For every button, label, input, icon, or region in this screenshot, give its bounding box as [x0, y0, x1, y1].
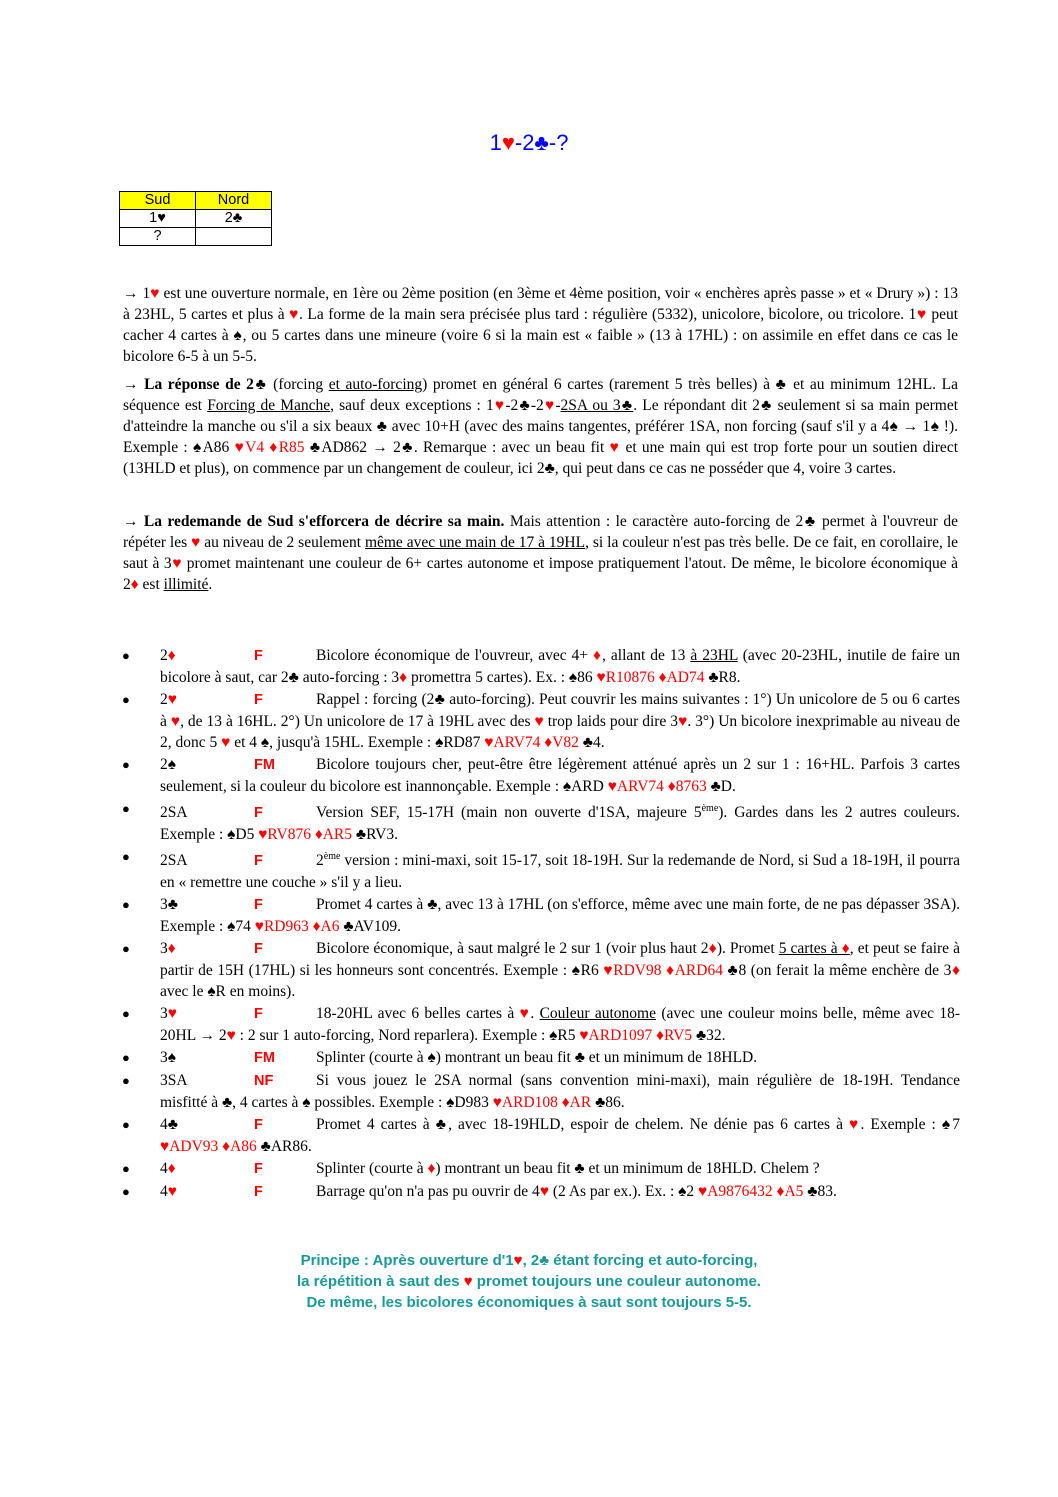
page-title: 1♥-2♣-? — [489, 130, 569, 155]
heart-icon: ♥ — [501, 130, 515, 155]
intro-paragraph-2: → La réponse de 2♣ (forcing et auto-forcing) promet en général 6 cartes (rarement 5 très belles) à ♣ et au minimum 12HL. La séquence est Forcing de Manche, sauf deux exceptions : 1♥-2♣-2♥-2SA ou 3♣. Le répondant dit 2♣ seulement si sa main permet d'atteindre la manche ou s'il a six beaux ♣ avec 10+H (avec des mains tangentes, préférer 1SA, non forcing (sauf s'il y a 4♠ → 1♠ !). Exemple : ♠A86 ♥V4 ♦R85 ♣AD862 → 2♣. Remarque : avec un beau fit ♥ et une main qui est trop forte pour un soutien direct (13HLD et plus), on commence par un changement de couleur, ici 2♣, qui peut dans ce cas ne posséder que 4, voire 3 cartes. — [123, 376, 959, 477]
bullet-icon: ● — [122, 1117, 130, 1133]
bullet-icon: ● — [122, 1184, 130, 1200]
auction-table — [119, 191, 272, 246]
list-item: ● 2SA F 2ème version : mini-maxi, soit 15-17, soit 18-19H. Sur la redemande de Nord, si Sud a 18-19H, il pourra en « remettre une couche » s'il y a lieu. — [120, 846, 960, 893]
bullet-icon: ● — [122, 1006, 130, 1022]
bullet-icon: ● — [122, 1073, 130, 1089]
bullet-icon: ● — [122, 801, 130, 816]
list-item: ● 3♠ FM Splinter (courte à ♠) montrant un beau fit ♣ et un minimum de 18HLD. — [120, 1047, 960, 1069]
principle-line-2: la répétition à saut des ♥ promet toujours une couleur autonome. — [297, 1273, 761, 1290]
principle-line-1: Principe : Après ouverture d'1♥, 2♣ étant forcing et auto-forcing, — [300, 1252, 758, 1269]
list-item: ● 3♥ F 18-20HL avec 6 belles cartes à ♥. Couleur autonome (avec une couleur moins belle, même avec 18-20HL → 2♥ : 2 sur 1 auto-forcing, Nord reparlera). Exemple : ♠R5 ♥ARD1097 ♦RV5 ♣32. — [122, 1005, 961, 1045]
list-item: ● 2♠ FM Bicolore toujours cher, peut-être être légèrement atténué après un 2 sur 1 : 16+HL. Parfois 3 cartes seulement, si la couleur du bicolore est inannonçable. Exemple : ♠ARD ♥ARV74 ♦8763 ♣D. — [122, 756, 960, 795]
list-item: ● 3SA NF Si vous jouez le 2SA normal (sans convention mini-maxi), main régulière de 18-19H. Tendance misfitté à ♣, 4 cartes à ♠ possibles. Exemple : ♠D983 ♥ARD108 ♦AR ♣86. — [122, 1072, 960, 1112]
principle-box — [0, 1250, 1058, 1313]
cell-sud-1: 1♥ — [120, 210, 196, 228]
bullet-icon: ● — [122, 757, 130, 772]
cell-nord-2 — [196, 228, 272, 246]
bid-list — [120, 645, 960, 1204]
list-item: ● 3♣ F Promet 4 cartes à ♣, avec 13 à 17HL (on s'efforce, même avec une main forte, de ne pas dépasser 3SA). Exemple : ♠74 ♥RD963 ♦A6 ♣AV109. — [122, 896, 960, 936]
bullet-icon: ● — [122, 692, 130, 707]
list-item: ● 4♣ F Promet 4 cartes à ♣, avec 18-19HLD, espoir de chelem. Ne dénie pas 6 cartes à ♥. Exemple : ♠7 ♥ADV93 ♦A86 ♣AR86. — [122, 1116, 961, 1156]
header-nord: Nord — [196, 192, 272, 210]
list-item: ● 4♦ F Splinter (courte à ♦) montrant un beau fit ♣ et un minimum de 18HLD. Chelem ? — [120, 1158, 960, 1180]
list-item: ● 3♦ F Bicolore économique, à saut malgré le 2 sur 1 (voir plus haut 2♦). Promet 5 cartes à ♦, et peut se faire à partir de 15H (17HL) si les honneurs sont concentrés. Exemple : ♠R6 ♥RDV98 ♦ARD64 ♣8 (on ferait la même enchère de 3♦ avec le ♠R en moins). — [122, 940, 960, 1001]
list-item: ● 4♥ F Barrage qu'on n'a pas pu ouvrir de 4♥ (2 As par ex.). Ex. : ♠2 ♥A9876432 ♦A5 ♣83. — [120, 1181, 960, 1203]
bullet-icon: ● — [122, 941, 130, 957]
list-item: ● 2♦ F Bicolore économique de l'ouvreur, avec 4+ ♦, allant de 13 à 23HL (avec 20-23HL, inutile de faire un bicolore à saut, car 2♣ auto-forcing : 3♦ promettra 5 cartes). Ex. : ♠86 ♥R10876 ♦AD74 ♣R8. — [122, 647, 960, 686]
header-sud: Sud — [120, 192, 196, 210]
cell-nord-1: 2♣ — [196, 210, 272, 228]
bullet-icon: ● — [122, 1161, 130, 1177]
intro-paragraph-1: → 1♥ est une ouverture normale, en 1ère ou 2ème position (en 3ème et 4ème position, voir « enchères après passe » et « Drury ») : 13 à 23HL, 5 cartes et plus à ♥. La forme de la main sera précisée plus tard : régulière (5332), unicolore, bicolore, ou tricolore. 1♥ peut cacher 4 cartes à ♠, ou 5 cartes dans une mineure (voire 6 si la main est « faible » (13 à 17HL) : on assimile en effet dans ce cas le bicolore 6-5 à un 5-5. — [123, 285, 959, 365]
list-item: ● 2SA F Version SEF, 15-17H (main non ouverte d'1SA, majeure 5ème). Gardes dans les 2 autres couleurs. Exemple : ♠D5 ♥RV876 ♦AR5 ♣RV3. — [120, 798, 960, 845]
bullet-icon: ● — [122, 849, 130, 865]
bullet-icon: ● — [122, 648, 130, 663]
cell-sud-2: ? — [120, 228, 196, 246]
bullet-icon: ● — [122, 897, 130, 913]
principle-line-3: De même, les bicolores économiques à saut sont toujours 5-5. — [306, 1294, 752, 1311]
bullet-icon: ● — [122, 1050, 130, 1066]
intro-paragraph-3: → La redemande de Sud s'efforcera de décrire sa main. Mais attention : le caractère auto-forcing de 2♣ permet à l'ouvreur de répéter les ♥ au niveau de 2 seulement même avec une main de 17 à 19HL, si la couleur n'est pas très belle. De ce fait, en corollaire, le saut à 3♥ promet maintenant une couleur de 6+ cartes autonome et impose pratiquement l'atout. De même, le bicolore économique à 2♦ est illimité. — [123, 513, 959, 593]
list-item: ● 2♥ F Rappel : forcing (2♣ auto-forcing). Peut couvrir les mains suivantes : 1°) Un unicolore de 5 ou 6 cartes à ♥, de 13 à 16HL. 2°) Un unicolore de 17 à 19HL avec des ♥ trop laids pour dire 3♥. 3°) Un bicolore inexprimable au niveau de 2, donc 5 ♥ et 4 ♠, jusqu'à 15HL. Exemple : ♠RD87 ♥ARV74 ♦V82 ♣4. — [122, 691, 961, 751]
